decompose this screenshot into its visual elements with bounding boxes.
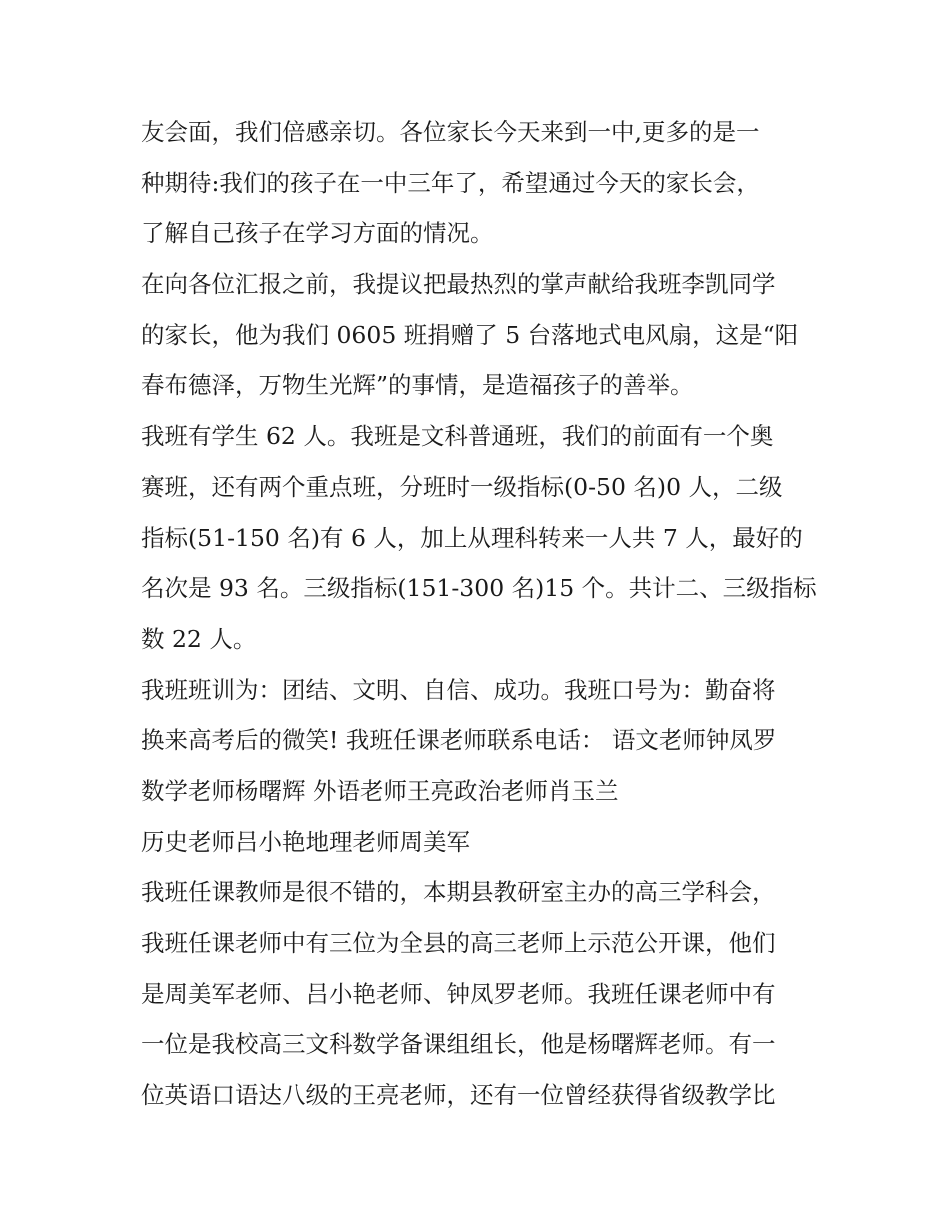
- text-line: 换来高考后的微笑! 我班任课老师联系电话： 语文老师钟凤罗: [141, 726, 777, 755]
- text-line: 位英语口语达八级的王亮老师，还有一位曾经获得省级教学比: [141, 1081, 776, 1110]
- text-line: 数学老师杨曙辉 外语老师王亮政治老师肖玉兰: [141, 776, 619, 805]
- text-line: 友会面，我们倍感亲切。各位家长今天来到一中,更多的是一: [141, 118, 760, 146]
- body-text: [141, 107, 821, 1121]
- text-line: 我班任课教师是很不错的，本期县教研室主办的高三学科会，: [141, 878, 776, 907]
- text-line: 是周美军老师、吕小艳老师、钟凤罗老师。我班任课老师中有: [141, 979, 776, 1008]
- text-line: 了解自己孩子在学习方面的情况。: [141, 219, 494, 248]
- text-line: 春布德泽，万物生光辉”的事情，是造福孩子的善举。: [141, 371, 694, 400]
- text-line: 我班任课老师中有三位为全县的高三老师上示范公开课，他们: [141, 929, 776, 957]
- text-line: 的家长，他为我们 0605 班捐赠了 5 台落地式电风扇，这是“阳: [141, 320, 799, 349]
- text-line: 名次是 93 名。三级指标(151-300 名)15 个。共计二、三级指标: [141, 574, 817, 603]
- text-line: 指标(51-150 名)有 6 人，加上从理科转来一人共 7 人，最好的: [141, 523, 803, 552]
- text-line: 在向各位汇报之前，我提议把最热烈的掌声献给我班李凯同学: [141, 270, 776, 299]
- text-line: 我班班训为：团结、文明、自信、成功。我班口号为：勤奋将: [141, 675, 776, 704]
- text-line: 一位是我校高三文科数学备课组组长，他是杨曙辉老师。有一: [141, 1030, 776, 1059]
- text-line: 历史老师吕小艳地理老师周美军: [141, 827, 470, 856]
- text-line: 赛班，还有两个重点班，分班时一级指标(0-50 名)0 人，二级: [141, 472, 783, 501]
- text-line: 我班有学生 62 人。我班是文科普通班，我们的前面有一个奥: [141, 422, 774, 451]
- text-line: 数 22 人。: [141, 624, 257, 653]
- text-line: 种期待:我们的孩子在一中三年了，希望通过今天的家长会，: [141, 168, 760, 197]
